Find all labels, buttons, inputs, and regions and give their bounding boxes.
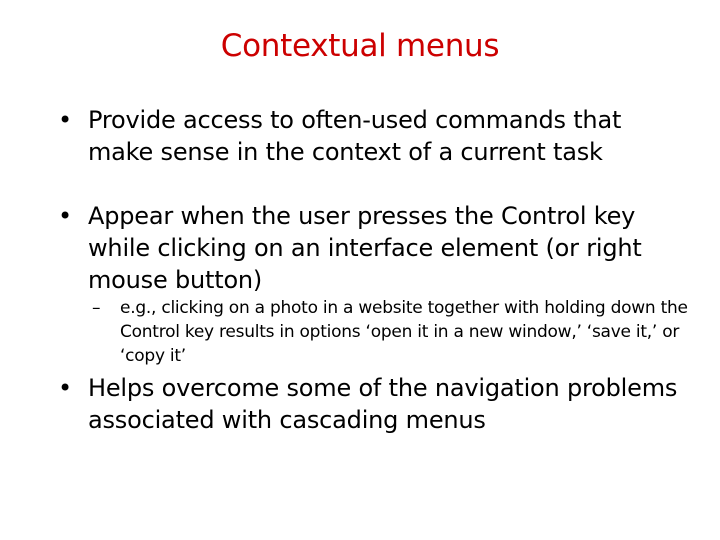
sub-bullet-text: e.g., clicking on a photo in a website together with holding down the Control key results in options ‘open it in a new window,’ ‘save it,’ or ‘copy it’ [120, 298, 688, 366]
slide-title: Contextual menus [220, 28, 500, 64]
bullet-marker: • [58, 374, 73, 402]
bullet-marker: • [58, 202, 73, 230]
sub-bullet-marker: – [92, 298, 101, 318]
bullet-text: Helps overcome some of the navigation problems associated with cascading menus [88, 374, 678, 434]
bullet-text: Provide access to often-used commands that make sense in the context of a current task [88, 106, 622, 166]
bullet-marker: • [58, 106, 73, 134]
bullet-text: Appear when the user presses the Control key while clicking on an interface element (or right mouse button) [88, 202, 642, 294]
